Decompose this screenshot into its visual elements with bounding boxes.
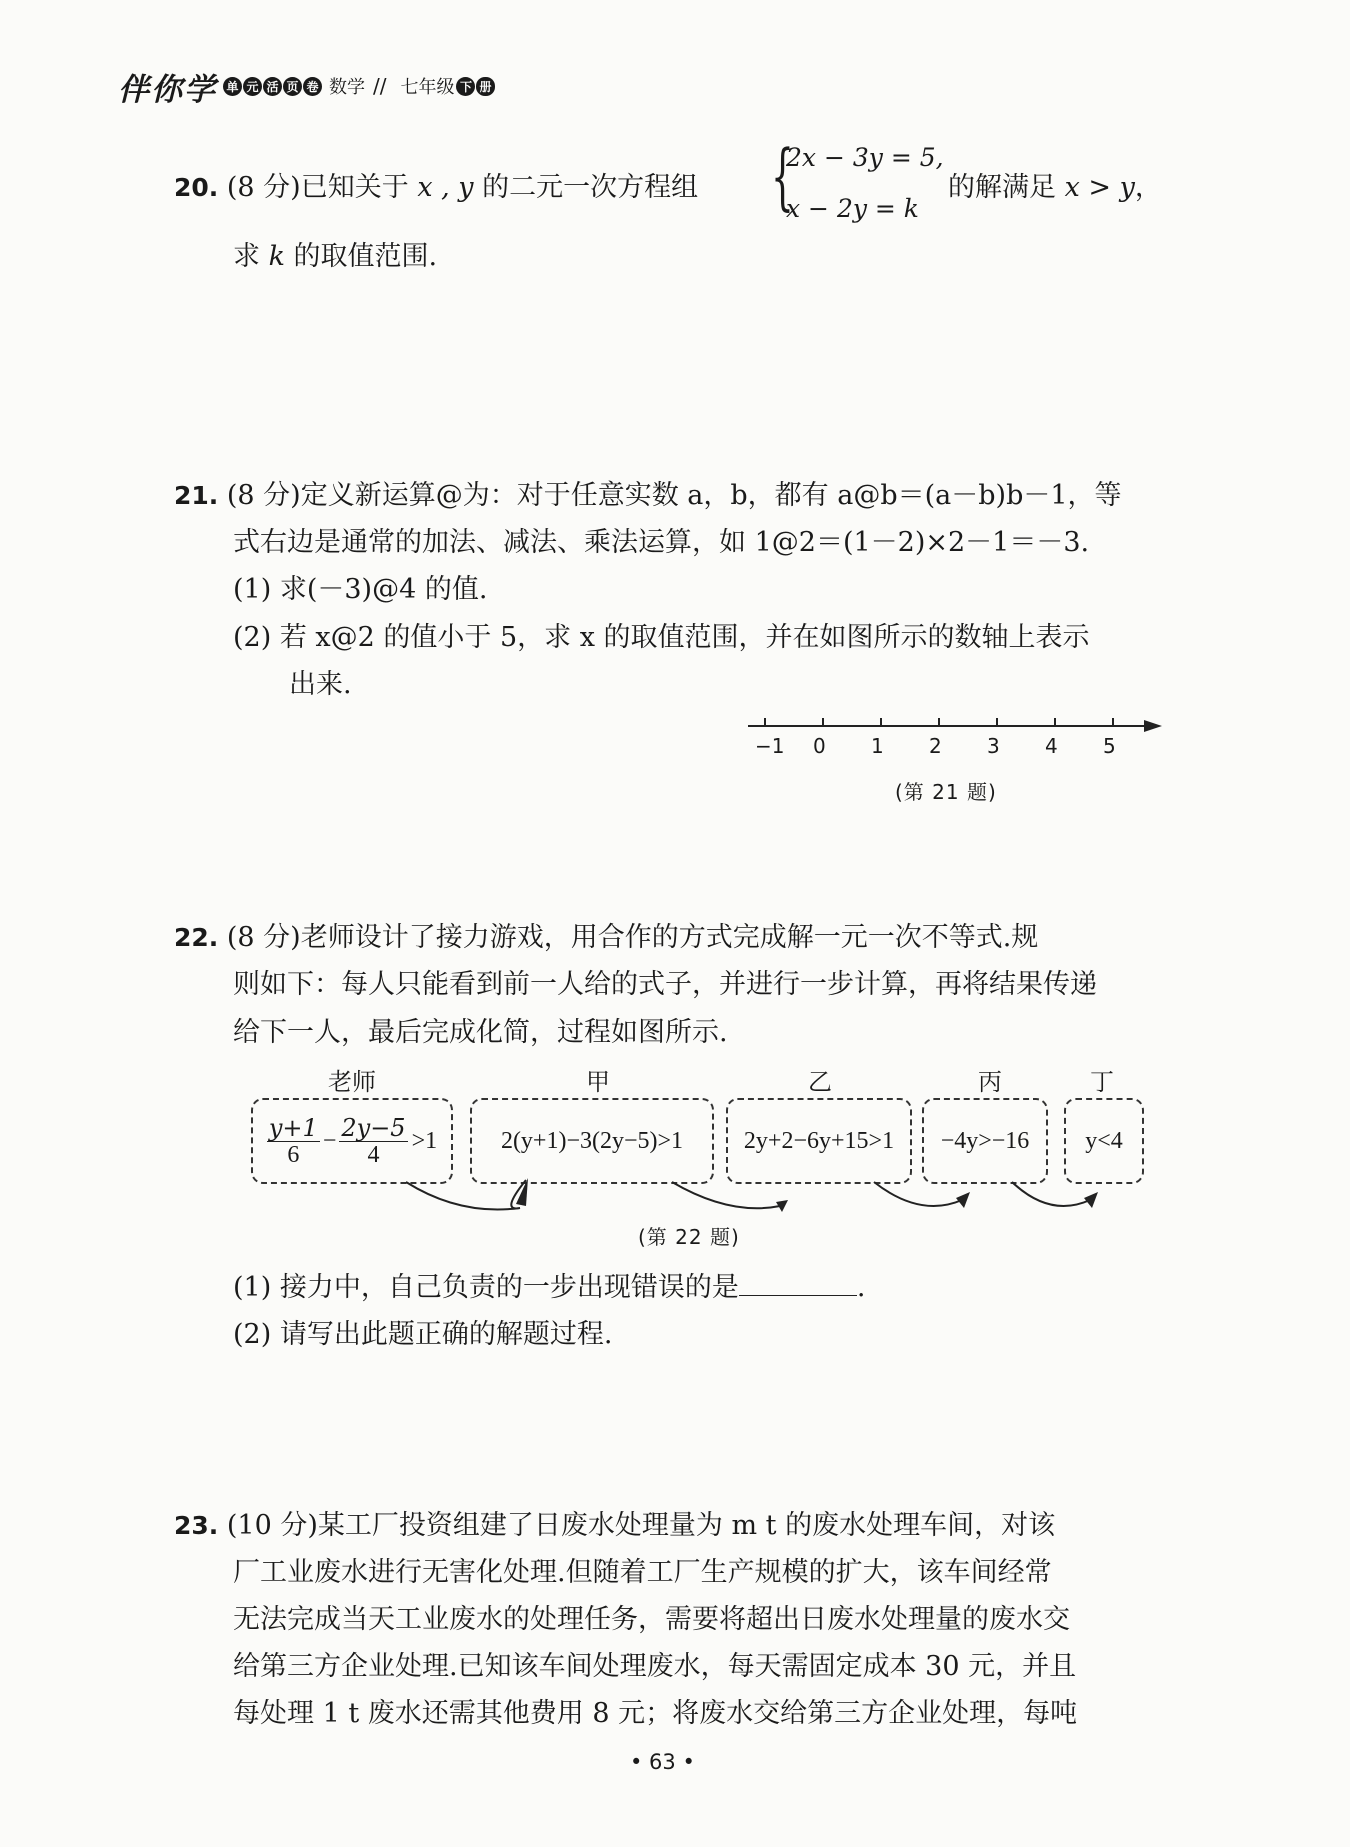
number-line-tick-label: 3 [987, 734, 1000, 758]
q20-line-end: ， [1134, 172, 1162, 203]
badge-1: 单 [223, 77, 242, 96]
q20-text-a: (8 分)已知关于 [226, 172, 418, 203]
fraction-2 [339, 1115, 407, 1168]
number-line-tick-label: −1 [755, 734, 785, 758]
number-line-tick-label: 1 [871, 734, 884, 758]
q22-part1-text: (1) 接力中，自己负责的一步出现错误的是 [233, 1272, 739, 1303]
fraction-2-denominator: 4 [367, 1141, 380, 1168]
subject-label: 数学 [329, 77, 365, 98]
arrow-jia-to-yi [672, 1182, 780, 1208]
q20-line2 [233, 237, 437, 277]
q20-number: 20. [174, 173, 219, 202]
page-number: • 63 • [630, 1750, 695, 1774]
relay-arrows [400, 1178, 1120, 1228]
number-line-tick-label: 2 [929, 734, 942, 758]
q22-line2: 则如下：每人只能看到前一人给的式子，并进行一步计算，再将结果传递 [233, 969, 1097, 1000]
q21-line1-text: (8 分)定义新运算@为：对于任意实数 a，b，都有 a@b＝(a－b)b－1，等 [226, 480, 1122, 511]
arrow-bing-to-ding [1012, 1182, 1090, 1206]
label-teacher: 老师 [328, 1068, 376, 1096]
q20-var-k: k [268, 241, 285, 272]
q21-caption: (第 21 题) [895, 780, 997, 804]
badge-4: 页 [283, 77, 302, 96]
q21-line1 [174, 476, 1122, 516]
q20-text-b: 的二元一次方程组 [473, 172, 699, 203]
q20-equation-1: 2x − 3y = 5, [786, 143, 944, 172]
q23-number: 23. [174, 1511, 219, 1540]
number-line-tick-label: 0 [813, 734, 826, 758]
q22-line1-text: (8 分)老师设计了接力游戏，用合作的方式完成解一元一次不等式.规 [226, 922, 1039, 953]
yi-expression-box: 2y+2−6y+15>1 [726, 1098, 912, 1184]
number-line-tick-label: 5 [1103, 734, 1116, 758]
q22-number: 22. [174, 923, 219, 952]
q20-line2-b: 的取值范围. [284, 241, 438, 272]
fraction-1-denominator: 6 [287, 1141, 300, 1168]
bing-expression-box: −4y>−16 [922, 1098, 1048, 1184]
ding-expression-box: y<4 [1064, 1098, 1144, 1184]
minus-sign: − [322, 1127, 337, 1154]
term-badge: 下 [456, 77, 475, 96]
term-suffix: 册 [476, 77, 494, 96]
q20-line1-left [174, 168, 698, 208]
answer-blank[interactable] [739, 1267, 857, 1296]
q23-line1-text: (10 分)某工厂投资组建了日废水处理量为 m t 的废水处理车间，对该 [226, 1510, 1056, 1541]
label-ding: 丁 [1090, 1068, 1114, 1096]
q20-line1-right [948, 168, 1162, 208]
jia-expression-box: 2(y+1)−3(2y−5)>1 [470, 1098, 714, 1184]
label-yi: 乙 [808, 1068, 832, 1096]
q22-part1-end: . [856, 1272, 866, 1303]
q23-line1 [174, 1506, 1055, 1546]
badge-5: 卷 [303, 77, 322, 96]
q20-condition: x > y [1064, 172, 1135, 203]
teacher-rhs: >1 [411, 1127, 438, 1154]
arrow-yi-to-bing [874, 1182, 962, 1206]
q22-caption: (第 22 题) [638, 1225, 740, 1249]
q23-line4: 给第三方企业处理.已知该车间处理废水，每天需固定成本 30 元，并且 [233, 1651, 1077, 1682]
q23-line3: 无法完成当天工业废水的处理任务，需要将超出日废水处理量的废水交 [233, 1604, 1070, 1635]
fraction-1 [267, 1115, 320, 1168]
q22-part1 [233, 1267, 865, 1308]
series-badges [223, 77, 323, 96]
page-header [118, 62, 496, 110]
q23-line2: 厂工业废水进行无害化处理.但随着工厂生产规模的扩大，该车间经常 [233, 1557, 1052, 1588]
fraction-2-numerator: 2y−5 [341, 1113, 406, 1142]
label-bing: 丙 [978, 1068, 1002, 1096]
q22-line3: 给下一人，最后完成化简，过程如图所示. [233, 1017, 728, 1048]
number-line-arrow [1144, 720, 1162, 732]
q20-vars: x , y [417, 172, 474, 203]
q22-part2: (2) 请写出此题正确的解题过程. [233, 1319, 613, 1350]
header-separator: // [373, 74, 387, 98]
q21-part2-line1: (2) 若 x@2 的值小于 5，求 x 的取值范围，并在如图所示的数轴上表示 [233, 622, 1090, 653]
q21-part1: (1) 求(－3)@4 的值. [233, 574, 488, 605]
teacher-expression-box [251, 1098, 453, 1184]
arrowhead-bing-to-ding [1084, 1192, 1098, 1208]
system-brace: { [771, 134, 794, 218]
q22-line1 [174, 918, 1038, 958]
arrowhead-yi-to-bing [956, 1192, 970, 1208]
arrow-teacher-to-jia [406, 1180, 526, 1210]
number-line-tick-label: 4 [1045, 734, 1058, 758]
q20-text-c: 的解满足 [948, 172, 1065, 203]
fraction-1-numerator: y+1 [268, 1113, 318, 1142]
brand-logo: 伴你学 [118, 71, 217, 108]
label-jia: 甲 [586, 1068, 610, 1096]
grade-label: 七年级 [400, 77, 455, 98]
q21-part2-line2: 出来. [289, 669, 352, 700]
q21-number: 21. [174, 481, 219, 510]
q23-line5: 每处理 1 t 废水还需其他费用 8 元；将废水交给第三方企业处理，每吨 [233, 1698, 1078, 1729]
q21-line2: 式右边是通常的加法、减法、乘法运算，如 1@2＝(1－2)×2－1＝－3. [233, 527, 1090, 558]
q20-equation-2: x − 2y = k [786, 194, 919, 223]
badge-3: 活 [263, 77, 282, 96]
badge-2: 元 [243, 77, 262, 96]
q20-line2-a: 求 [233, 241, 269, 272]
